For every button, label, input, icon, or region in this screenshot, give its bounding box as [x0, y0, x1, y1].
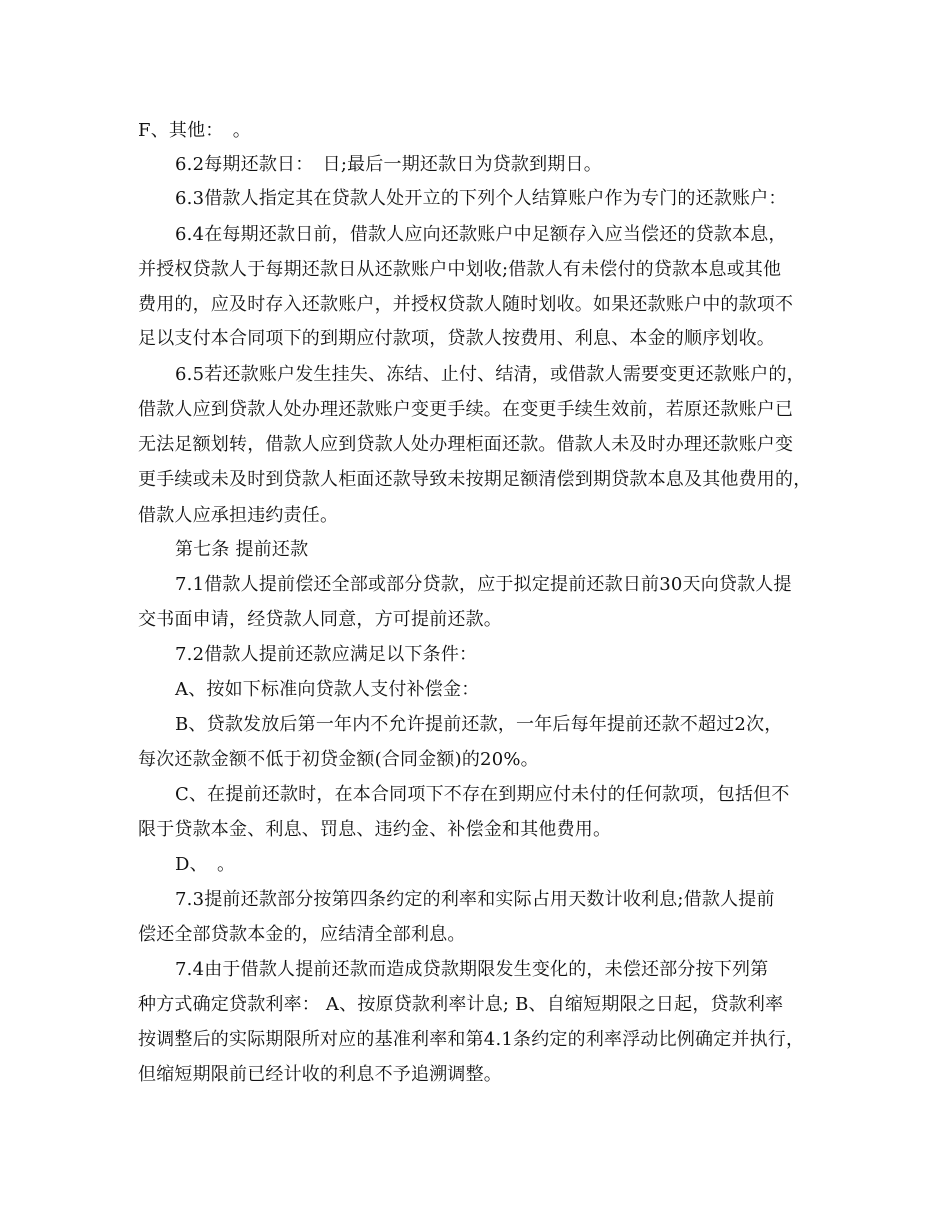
text-line: 借款人应到贷款人处办理还款账户变更手续。在变更手续生效前，若原还款账户已 — [138, 399, 794, 420]
text-line: 6.2每期还款日： 日;最后一期还款日为贷款到期日。 — [175, 154, 602, 175]
text-line: F、其他： 。 — [138, 120, 251, 141]
text-line: 足以支付本合同项下的到期应付款项，贷款人按费用、利息、本金的顺序划收。 — [138, 328, 775, 349]
text-line: 种方式确定贷款利率： A、按原贷款利率计息; B、自缩短期限之日起，贷款利率 — [138, 994, 784, 1015]
text-line: 7.2借款人提前还款应满足以下条件： — [175, 644, 478, 665]
text-line: 借款人应承担违约责任。 — [138, 505, 339, 526]
text-line: 更手续或未及时到贷款人柜面还款导致未按期足额清偿到期贷款本息及其他费用的， — [138, 469, 812, 490]
text-line: 7.3提前还款部分按第四条约定的利率和实际占用天数计收利息;借款人提前 — [175, 889, 775, 910]
section-heading: 第七条 提前还款 — [175, 539, 309, 560]
text-line: 限于贷款本金、利息、罚息、违约金、补偿金和其他费用。 — [138, 819, 612, 840]
text-line: B、贷款发放后第一年内不允许提前还款，一年后每年提前还款不超过2次， — [175, 714, 783, 735]
text-line: 7.4由于借款人提前还款而造成贷款期限发生变化的，未偿还部分按下列第 — [175, 959, 769, 980]
text-line: A、按如下标准向贷款人支付补偿金： — [175, 679, 480, 700]
text-line: 6.3借款人指定其在贷款人处开立的下列个人结算账户作为专门的还款账户： — [175, 188, 787, 209]
text-line: 无法足额划转，借款人应到贷款人处办理柜面还款。借款人未及时办理还款账户变 — [138, 434, 794, 455]
text-line: 费用的，应及时存入还款账户，并授权贷款人随时划收。如果还款账户中的款项不 — [138, 294, 794, 315]
text-line: 按调整后的实际期限所对应的基准利率和第4.1条约定的利率浮动比例确定并执行， — [138, 1029, 805, 1050]
text-line: 交书面申请，经贷款人同意，方可提前还款。 — [138, 609, 502, 630]
text-line: C、在提前还款时，在本合同项下不存在到期应付未付的任何款项，包括但不 — [175, 784, 790, 805]
text-line: 并授权贷款人于每期还款日从还款账户中划收;借款人有未偿付的贷款本息或其他 — [138, 259, 782, 280]
text-line: 6.4在每期还款日前，借款人应向还款账户中足额存入应当偿还的贷款本息， — [175, 224, 787, 245]
text-line: 7.1借款人提前偿还全部或部分贷款，应于拟定提前还款日前30天向贷款人提 — [175, 574, 792, 595]
text-line: 每次还款金额不低于初贷金额(合同金额)的20%。 — [138, 749, 539, 770]
text-line: 偿还全部贷款本金的，应结清全部利息。 — [138, 924, 466, 945]
text-line: 但缩短期限前已经计收的利息不予追溯调整。 — [138, 1064, 502, 1085]
text-line: D、 。 — [175, 854, 236, 875]
text-line: 6.5若还款账户发生挂失、冻结、止付、结清，或借款人需要变更还款账户的， — [175, 364, 805, 385]
